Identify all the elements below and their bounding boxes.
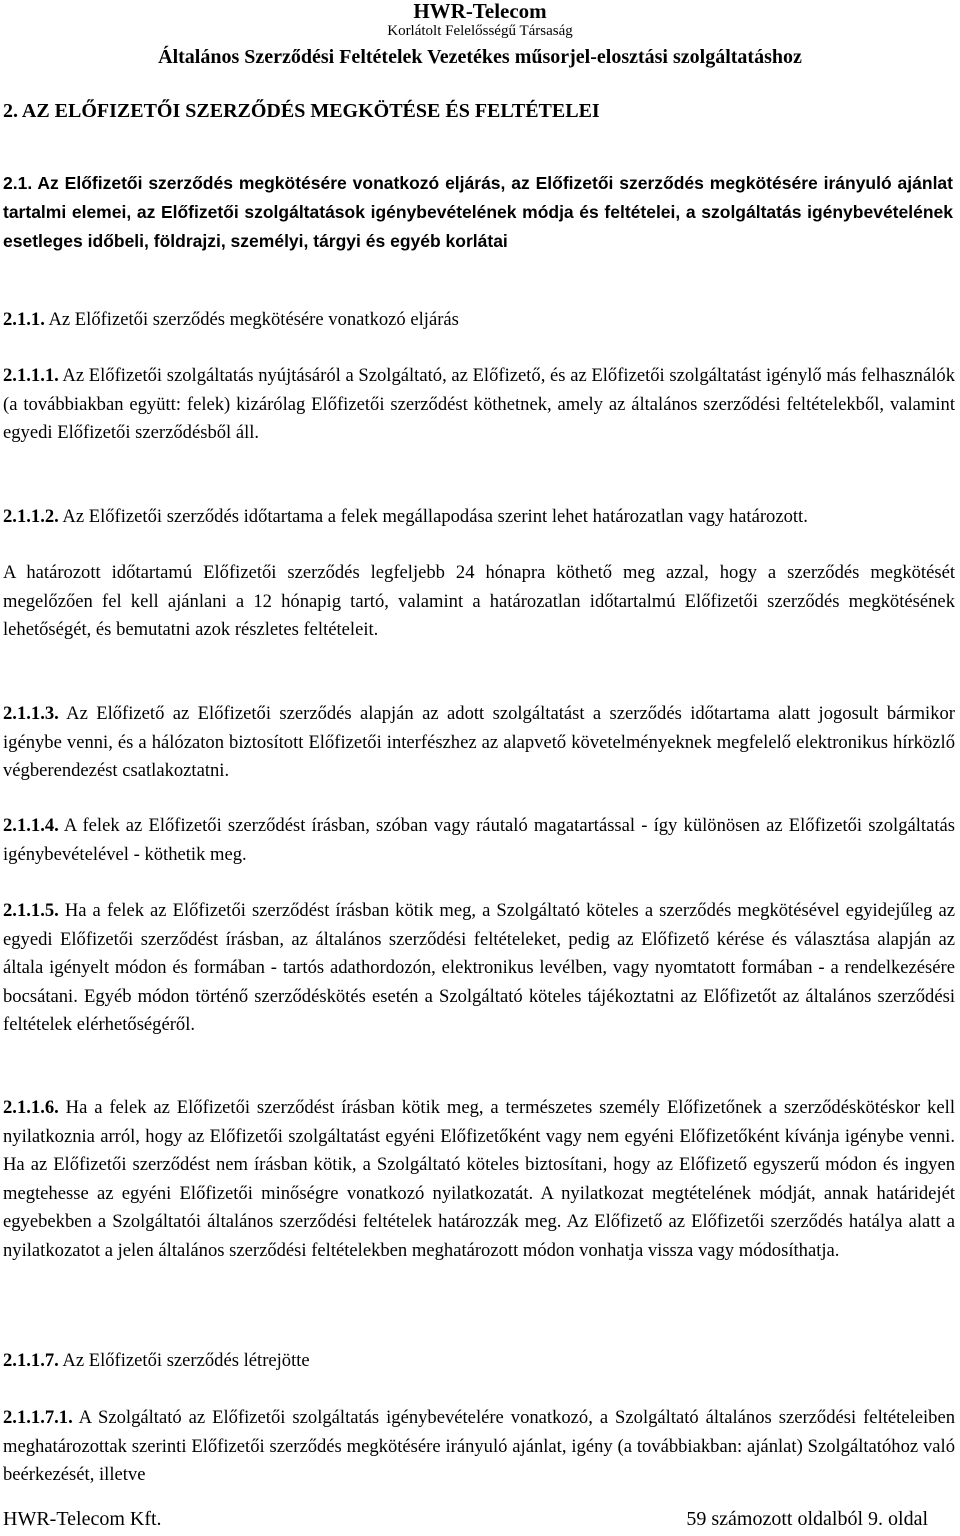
paragraph-text: Ha a felek az Előfizetői szerződést írásban kötik meg, a természetes személy Előfizetőnek a szerződéskötéskor kell nyilatkoznia arról, hogy az Előfizetői szolgáltatást egyéni Előfizetőként vagy nem egyéni Előfizetőként kívánja igénybe venni. Ha az Előfizetői szerződést nem írásban kötik, a Szolgáltató köteles biztosítani, hogy az Előfizető egyszerű módon és ingyen megtehesse az egyéni Előfizetői minőségre vonatkozó nyilatkozatát. A nyilatkozat megtételének módját, annak határidejét egyebekben a Szolgáltatói általános szerződési feltételek határozzák meg. Az Előfizető az Előfizetői szerződés hatálya alatt a nyilatkozatot a jelen általános szerződési feltételekben meghatározott módon vonhatja vissza vagy módosíthatja. bbox=[3, 1097, 955, 1261]
paragraph bbox=[3, 1094, 955, 1265]
footer-page-number: 59 számozott oldalból 9. oldal bbox=[686, 1508, 928, 1530]
paragraph bbox=[3, 362, 955, 448]
subsection-heading: 2.1. Az Előfizetői szerződés megkötésére vonatkozó eljárás, az Előfizetői szerződés megkötésére irányuló ajánlat tartalmi elemei, az Előfizetői szolgáltatások igénybevételének módja és feltételei, a szolgáltatás igénybevételének esetleges időbeli, földrajzi, személyi, tárgyi és egyéb korlátai bbox=[3, 173, 953, 251]
paragraph-number: 2.1.1.5. bbox=[3, 900, 59, 921]
paragraph-number: 2.1.1. bbox=[3, 309, 45, 330]
company-legal-form: Korlátolt Felelősségű Társaság bbox=[387, 23, 573, 39]
paragraph-text: Az Előfizetői szerződés időtartama a felek megállapodása szerint lehet határozatlan vagy határozott. bbox=[58, 506, 808, 527]
paragraph-number: 2.1.1.2. bbox=[3, 506, 59, 527]
paragraph bbox=[3, 503, 955, 532]
paragraph-number: 2.1.1.7.1. bbox=[3, 1407, 73, 1428]
paragraph-number: 2.1.1.6. bbox=[3, 1097, 59, 1118]
paragraph bbox=[3, 812, 955, 869]
paragraph bbox=[3, 559, 955, 645]
paragraph-text: A felek az Előfizetői szerződést írásban, szóban vagy ráutaló magatartással - így különösen az Előfizetői szolgáltatás igénybevételével - köthetik meg. bbox=[3, 815, 955, 865]
paragraph bbox=[3, 306, 955, 335]
paragraph-number: 2.1.1.7. bbox=[3, 1350, 59, 1371]
paragraph bbox=[3, 700, 955, 786]
paragraph-text: Az Előfizetői szerződés létrejötte bbox=[58, 1350, 310, 1371]
paragraph bbox=[3, 1404, 955, 1490]
paragraph-text: Az Előfizetői szolgáltatás nyújtásáról a Szolgáltató, az Előfizető, és az Előfizetői szolgáltatást igénylő más felhasználók (a továbbiakban együtt: felek) kizárólag Előfizetői szerződést köthetnek, amely az általános szerződési feltételekből, valamint egyedi Előfizetői szerződésből áll. bbox=[3, 365, 955, 443]
paragraph bbox=[3, 1347, 955, 1376]
paragraph-number: 2.1.1.1. bbox=[3, 365, 59, 386]
paragraph-number: 2.1.1.4. bbox=[3, 815, 59, 836]
paragraph-text: Ha a felek az Előfizetői szerződést írásban kötik meg, a Szolgáltató köteles a szerződés megkötésével egyidejűleg az egyedi Előfizetői szerződést írásban, az általános szerződési feltételeket, pedig az Előfizető kérése és választása alapján az általa igényelt módon és formában - tartós adathordozón, elektronikus levélben, vagy nyomtatott formában - a rendelkezésére bocsátani. Egyéb módon történő szerződéskötés esetén a Szolgáltató köteles tájékoztatni az Előfizetőt az általános szerződési feltételek elérhetőségéről. bbox=[3, 900, 955, 1035]
paragraph bbox=[3, 897, 955, 1040]
paragraph-text: A Szolgáltató az Előfizetői szolgáltatás igénybevételére vonatkozó, a Szolgáltató általános szerződési feltételeiben meghatározottak szerinti Előfizetői szerződés megkötésére irányuló ajánlat, igény (a továbbiakban: ajánlat) Szolgáltatóhoz való beérkezését, illetve bbox=[3, 1407, 955, 1485]
company-name: HWR-Telecom bbox=[413, 0, 547, 23]
paragraph-text: A határozott időtartamú Előfizetői szerződés legfeljebb 24 hónapra köthető meg azzal, hogy a szerződés megkötését megelőzően fel kell ajánlani a 12 hónapig tartó, valamint a határozatlan időtartalmú Előfizetői szerződés megkötésének lehetőségét, és bemutatni azok részletes feltételeit. bbox=[3, 562, 955, 640]
paragraph-number: 2.1.1.3. bbox=[3, 703, 59, 724]
paragraph-text: Az Előfizetői szerződés megkötésére vonatkozó eljárás bbox=[44, 309, 459, 330]
section-title: 2. AZ ELŐFIZETŐI SZERZŐDÉS MEGKÖTÉSE ÉS FELTÉTELEI bbox=[3, 100, 600, 122]
paragraph-text: Az Előfizető az Előfizetői szerződés alapján az adott szolgáltatást a szerződés időtartama alatt jogosult bármikor igénybe venni, és a hálózaton biztosított Előfizetői interfészhez az alapvető követelményeknek megfelelő elektronikus hírközlő végberendezést csatlakoztatni. bbox=[3, 703, 955, 781]
footer-company: HWR-Telecom Kft. bbox=[3, 1508, 162, 1530]
page-header bbox=[0, 0, 960, 69]
document-title: Általános Szerződési Feltételek Vezetékes műsorjel-elosztási szolgáltatáshoz bbox=[158, 46, 802, 68]
